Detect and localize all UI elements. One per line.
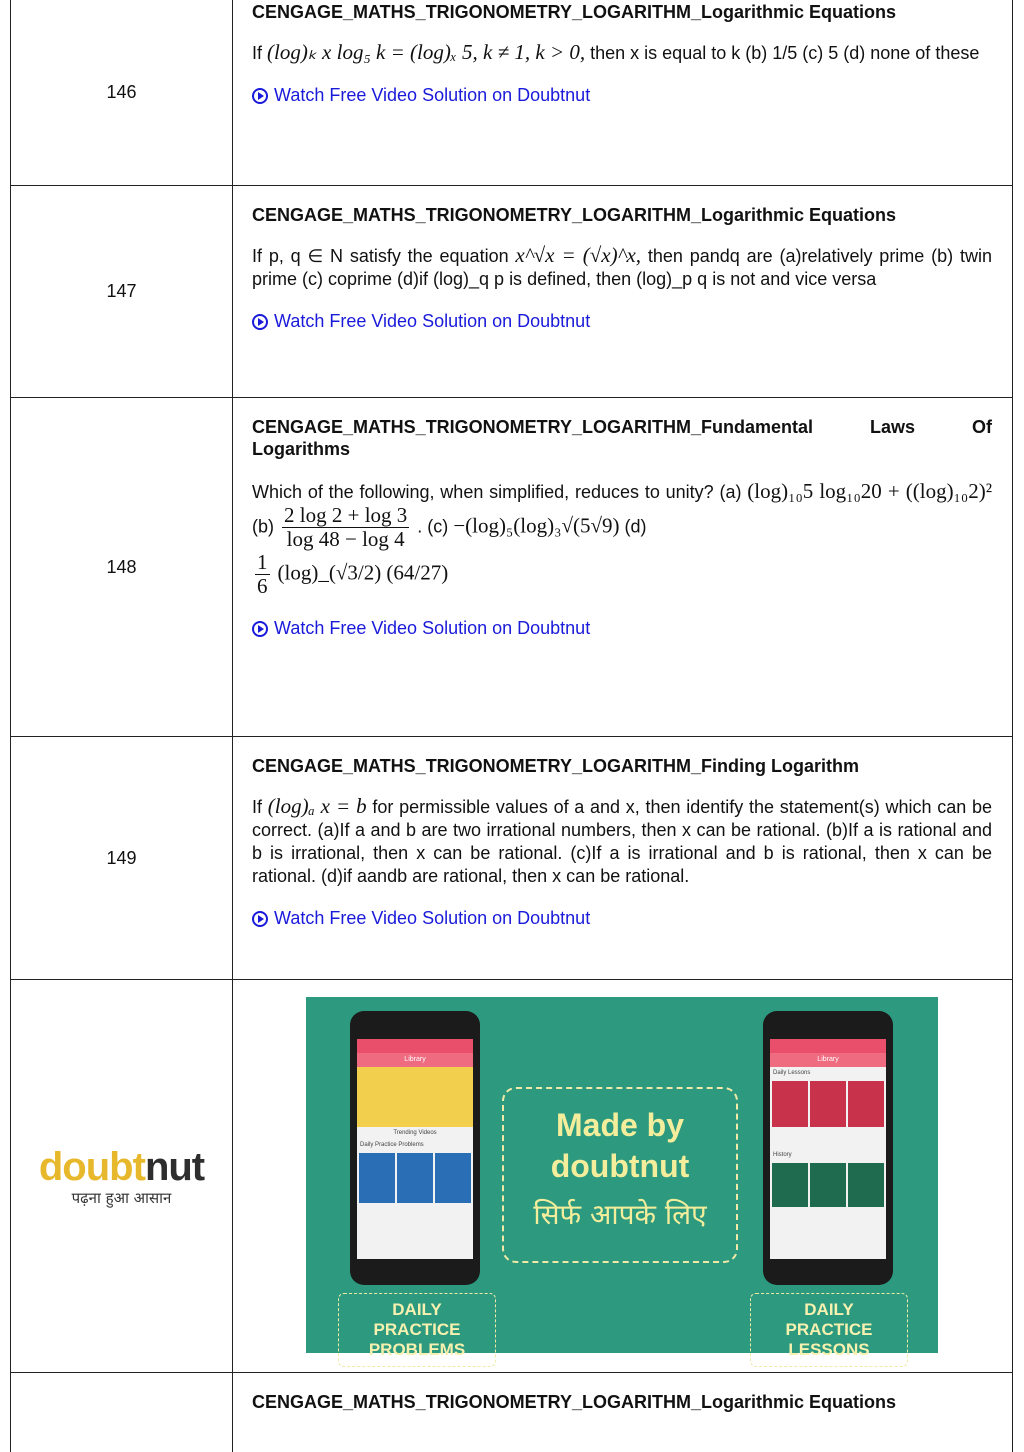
promo-row bbox=[10, 979, 1013, 1372]
phone-mockup bbox=[763, 1011, 893, 1285]
logo-tagline: पढ़ना हुआ आसान bbox=[71, 1188, 172, 1207]
question-category: CENGAGE_MATHS_TRIGONOMETRY_LOGARITHM_Logarithmic Equations bbox=[252, 2, 897, 22]
math-expression: (log)ₖ x log₅ k = (log)ₓ 5, k ≠ 1, k > 0, bbox=[267, 40, 586, 64]
question-category: CENGAGE_MATHS_TRIGONOMETRY_LOGARITHM_Finding Logarithm bbox=[252, 756, 859, 776]
fraction: $\frac{2 \log 2 + \log 3}{\log 48 - \log 4}$ bbox=[284, 503, 408, 551]
math-expression: x^√x = (√x)^x, bbox=[515, 243, 642, 267]
question-number: 148 bbox=[11, 398, 233, 736]
question-row bbox=[10, 736, 1013, 979]
video-solution-link[interactable]: Watch Free Video Solution on Doubtnut bbox=[252, 311, 590, 332]
math-expression: (log)₁₀5 log₁₀20 + ((log)₁₀2)² bbox=[747, 479, 992, 503]
question-text: If (log)ₐ x = b for permissible values of a and x, then identify the statement(s) which can be correct. (a)If a and b are two irrational numbers, then x can be rational. (b)If a is rational and b is irrational, then x can be rational. (c)If a is irrational and b is rational, then x can be rational. (d)if aandb are rational, then x can be rational. bbox=[252, 794, 992, 886]
daily-practice-lessons-badge: DAILY PRACTICE LESSONS bbox=[750, 1293, 908, 1367]
math-expression: (log)_(√3/2) (64/27) bbox=[277, 560, 449, 585]
promo-banner[interactable] bbox=[306, 997, 938, 1359]
play-circle-icon bbox=[252, 621, 268, 637]
question-row: 148 CENGAGE_MATHS_TRIGONOMETRY_LOGARITHM_Fundamental Laws Of Logarithms Which of the following, when simplified, reduces to unity? (a) (log)₁₀5 log₁₀20 + ((log)₁₀2)² (b) $\frac{2 \log 2 + \log 3}{\log 48 - \log 4}$ . (c) −(log)₅(log)₃√(5√9) (d) $\frac{1}{6}$ (log)_(√3/2) (64/27) Watch Free Video Solution on Doubtnut bbox=[10, 397, 1013, 736]
question-row bbox=[10, 0, 1013, 185]
play-circle-icon bbox=[252, 314, 268, 330]
phone-mockup bbox=[350, 1011, 480, 1285]
question-category: CENGAGE_MATHS_TRIGONOMETRY_LOGARITHM_Logarithmic Equations bbox=[252, 1392, 897, 1412]
video-solution-link[interactable]: Watch Free Video Solution on Doubtnut bbox=[252, 618, 590, 639]
question-number: 147 bbox=[11, 186, 233, 397]
play-circle-icon bbox=[252, 911, 268, 927]
question-number: 149 bbox=[11, 737, 233, 979]
video-solution-link[interactable]: Watch Free Video Solution on Doubtnut bbox=[252, 908, 590, 929]
question-row bbox=[10, 185, 1013, 397]
math-expression: (log)ₐ x = b bbox=[267, 794, 367, 818]
phone-screen: Library Trending Videos Daily Practice Problems bbox=[357, 1039, 473, 1259]
doubtnut-logo: doubtnut पढ़ना हुआ आसान bbox=[38, 1144, 205, 1207]
daily-practice-problems-badge: DAILY PRACTICE PROBLEMS bbox=[338, 1293, 496, 1367]
math-expression: −(log)₅(log)₃√(5√9) bbox=[453, 513, 620, 538]
question-number bbox=[11, 1373, 233, 1452]
question-text: If p, q ∈ N satisfy the equation x^√x = (√x)^x, then pandq are (a)relatively prime (b) twin prime (c) coprime (d)if (log)_q p is defined, then (log)_p q is not and vice versa bbox=[252, 243, 992, 289]
play-circle-icon bbox=[252, 88, 268, 104]
question-text: Which of the following, when simplified, reduces to unity? (a) (log)₁₀5 log₁₀20 + ((log)₁₀2)² (b) $\frac{2 \log 2 + \log 3}{\log 48 - \log 4}$ . (c) −(log)₅(log)₃√(5√9) (d) $\frac{1}{6}$ (log)_(√3/2) (64/27) bbox=[252, 479, 992, 598]
fraction: $\frac{1}{6}$ bbox=[257, 550, 268, 598]
question-row bbox=[10, 1372, 1013, 1452]
video-solution-link[interactable]: Watch Free Video Solution on Doubtnut bbox=[252, 85, 590, 106]
question-category: CENGAGE_MATHS_TRIGONOMETRY_LOGARITHM_Logarithmic Equations bbox=[252, 205, 897, 225]
question-number: 146 bbox=[11, 0, 233, 185]
question-category: CENGAGE_MATHS_TRIGONOMETRY_LOGARITHM_Fundamental Laws Of bbox=[252, 417, 992, 437]
question-table bbox=[10, 0, 1013, 1452]
made-by-doubtnut: Made by doubtnut सिर्फ आपके लिए bbox=[502, 1087, 738, 1263]
question-text: If (log)ₖ x log₅ k = (log)ₓ 5, k ≠ 1, k > 0, then x is equal to k (b) 1/5 (c) 5 (d) none of these bbox=[252, 40, 980, 64]
phone-screen: Library Daily Lessons History bbox=[770, 1039, 886, 1259]
